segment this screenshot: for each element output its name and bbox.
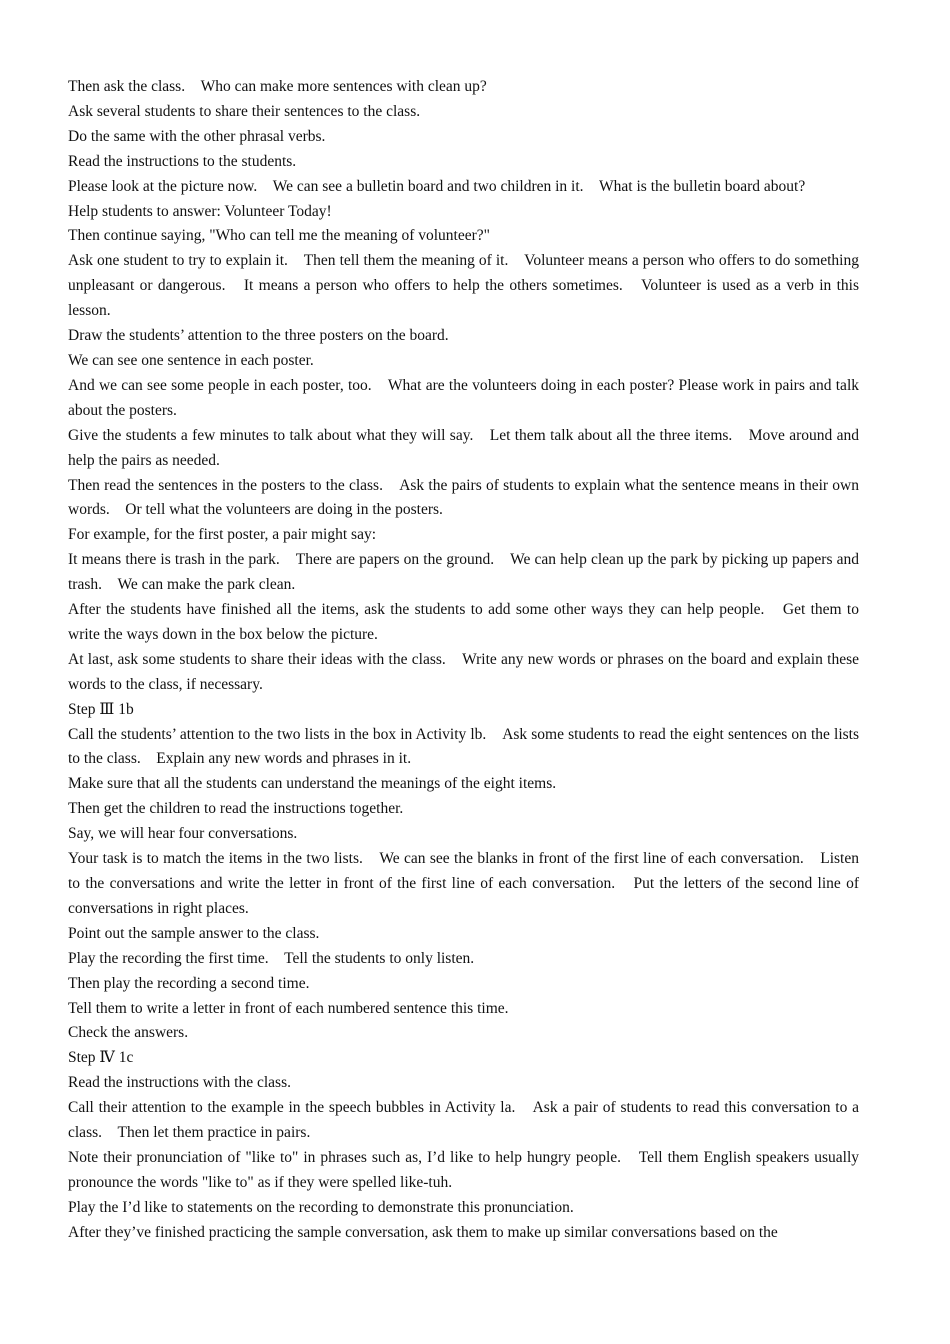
- paragraph: After they’ve finished practicing the sample conversation, ask them to make up similar conversations based on the: [68, 1223, 778, 1241]
- paragraph: Play the recording the first time. Tell the students to only listen.: [68, 949, 475, 967]
- step-heading: Step Ⅳ 1c: [68, 1049, 134, 1067]
- paragraph: Help students to answer: Volunteer Today!: [68, 202, 332, 220]
- paragraph: Read the instructions to the students.: [68, 152, 297, 170]
- paragraph: Then play the recording a second time.: [68, 974, 310, 992]
- paragraph: Then get the children to read the instructions together.: [68, 800, 404, 818]
- paragraph: Check the answers.: [68, 1024, 189, 1042]
- paragraph: Read the instructions with the class.: [68, 1074, 291, 1092]
- document-page: [68, 75, 859, 1246]
- paragraph: Then continue saying, "Who can tell me the meaning of volunteer?": [68, 227, 490, 245]
- paragraph: Tell them to write a letter in front of each numbered sentence this time.: [68, 999, 509, 1017]
- paragraph: Say, we will hear four conversations.: [68, 825, 298, 843]
- step-heading: Step Ⅲ 1b: [68, 700, 134, 718]
- paragraph: Draw the students’ attention to the three posters on the board.: [68, 327, 449, 345]
- paragraph: Please look at the picture now. We can see a bulletin board and two children in it. What is the bulletin board about?: [68, 177, 806, 195]
- paragraph: Do the same with the other phrasal verbs.: [68, 127, 326, 145]
- paragraph: At last, ask some students to share their ideas with the class. Write any new words or phrases on the board and explain these words to the class, if necessary.: [68, 650, 859, 693]
- paragraph: Note their pronunciation of "like to" in phrases such as, I’d like to help hungry people. Tell them English speakers usually pronounce the words "like to" as if they were spelled like-tuh.: [68, 1148, 859, 1191]
- paragraph: It means there is trash in the park. There are papers on the ground. We can help clean up the park by picking up papers and trash. We can make the park clean.: [68, 551, 859, 594]
- paragraph: Call their attention to the example in the speech bubbles in Activity la. Ask a pair of students to read this conversation to a class. Then let them practice in pairs.: [68, 1099, 859, 1142]
- paragraph: Point out the sample answer to the class.: [68, 924, 320, 942]
- paragraph: Play the I’d like to statements on the recording to demonstrate this pronunciation.: [68, 1198, 574, 1216]
- paragraph: For example, for the first poster, a pair might say:: [68, 526, 377, 544]
- paragraph: We can see one sentence in each poster.: [68, 351, 314, 369]
- paragraph: Give the students a few minutes to talk about what they will say. Let them talk about all the three items. Move around and help the pairs as needed.: [68, 426, 859, 469]
- paragraph: Ask one student to try to explain it. Then tell them the meaning of it. Volunteer means a person who offers to do something unpleasant or dangerous. It means a person who offers to help the others sometimes. Volunteer is used as a verb in this lesson.: [68, 252, 859, 320]
- paragraph: After the students have finished all the items, ask the students to add some other ways they can help people. Get them to write the ways down in the box below the picture.: [68, 601, 859, 643]
- paragraph: Make sure that all the students can understand the meanings of the eight items.: [68, 775, 557, 793]
- paragraph: Then read the sentences in the posters to the class. Ask the pairs of students to explain what the sentence means in their own words. Or tell what the volunteers are doing in the posters.: [68, 476, 859, 519]
- paragraph: Ask several students to share their sentences to the class.: [68, 102, 421, 120]
- paragraph: Call the students’ attention to the two lists in the box in Activity lb. Ask some students to read the eight sentences on the lists to the class. Explain any new words and phrases in it.: [68, 725, 859, 768]
- paragraph: Your task is to match the items in the two lists. We can see the blanks in front of the first line of each conversation. Listen to the conversations and write the letter in front of the first line of each conversation. Put the letters of the second line of conversations in right places.: [68, 850, 859, 917]
- paragraph: And we can see some people in each poster, too. What are the volunteers doing in each poster? Please work in pairs and talk about the posters.: [68, 376, 859, 419]
- paragraph: Then ask the class. Who can make more sentences with clean up?: [68, 78, 487, 95]
